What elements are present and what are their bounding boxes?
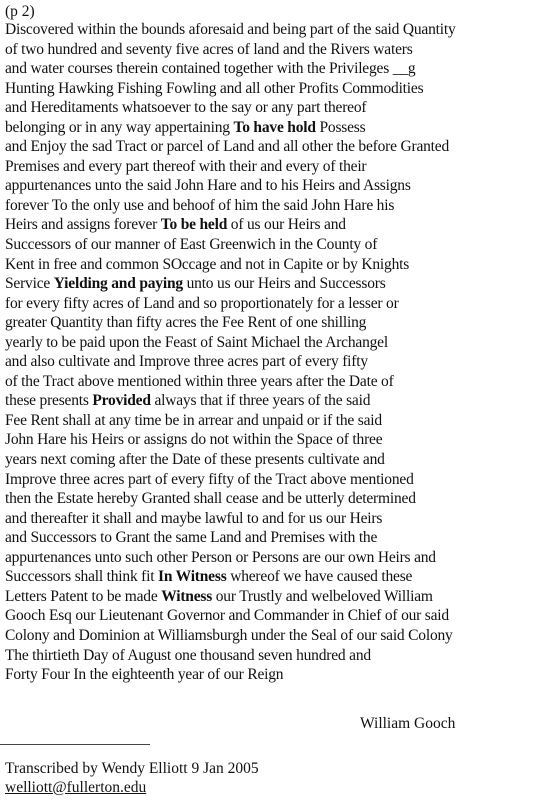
text-segment: Successors of our manner of East Greenwich in the County of [5,236,378,254]
text-line [5,528,456,548]
text-line [5,665,456,685]
text-line [5,391,456,411]
text-segment: Gooch Esq our Lieutenant Governor and Commander in Chief of our said [5,607,449,625]
text-segment: The thirtieth Day of August one thousand seven hundred and [5,646,371,664]
text-line [5,548,456,568]
text-segment: Hunting Hawking Fishing Fowling and all other Profits Commodities [5,79,424,97]
text-line [5,157,456,177]
text-line [5,59,456,79]
text-line [5,411,456,431]
text-segment: belonging or in any way appertaining [5,118,234,136]
text-segment: for every fifty acres of Land and so proportionately for a lesser or [5,294,399,312]
text-segment: appurtenances unto the said John Hare and to his Heirs and Assigns [5,177,411,195]
text-segment: yearly to be paid upon the Feast of Saint Michael the Archangel [5,333,388,351]
text-segment: these presents [5,392,93,410]
text-segment: Heirs and assigns forever [5,216,161,234]
text-line [5,352,456,372]
text-segment: Forty Four In the eighteenth year of our Reign [5,666,284,684]
text-line [5,430,456,450]
text-line [5,79,456,99]
text-segment: Fee Rent shall at any time be in arrear and unpaid or if the said [5,411,382,429]
text-segment: years next coming after the Date of these presents cultivate and [5,451,385,469]
page-number: (p 2) [5,3,35,20]
text-segment: Discovered within the bounds aforesaid and being part of the said Quantity [5,21,456,38]
text-line [5,489,456,509]
text-segment: of us our Heirs and [227,216,346,234]
text-line [5,235,456,255]
text-segment: appurtenances unto such other Person or Persons are our own Heirs and [5,548,436,566]
text-line [5,450,456,470]
text-segment: Kent in free and common SOccage and not in Capite or by Knights [5,255,410,273]
text-segment: then the Estate hereby Granted shall cease and be utterly determined [5,490,416,508]
patent-body-text [5,20,456,685]
text-segment: of two hundred and seventy five acres of land and the Rivers waters [5,40,413,58]
text-line [5,606,456,626]
text-line [5,313,456,333]
text-segment: and Successors to Grant the same Land and Premises with the [5,529,378,547]
text-segment: and thereafter it shall and maybe lawful to and for us our Heirs [5,509,383,527]
bold-phrase: Yielding and paying [53,275,183,293]
bold-phrase: To be held [160,216,228,234]
text-segment: and Enjoy the sad Tract or parcel of Land and all other the before Granted [5,138,450,156]
text-segment: John Hare his Heirs or assigns do not within the Space of three [5,431,383,449]
text-segment: Improve three acres part of every fifty of the Tract above mentioned [5,470,414,488]
text-line [5,333,456,353]
text-segment: Service [5,275,54,293]
text-line [5,294,456,314]
text-line [5,137,456,157]
text-line [5,372,456,392]
text-segment: Possess [315,118,366,136]
text-line [5,20,456,40]
text-segment: of the Tract above mentioned within three years after the Date of [5,372,394,390]
signature: William Gooch [360,715,456,732]
text-segment: Letters Patent to be made [5,587,162,605]
bold-phrase: Witness [161,587,213,605]
text-line [5,626,456,646]
bold-phrase: Provided [92,392,151,410]
text-line [5,215,456,235]
text-line [5,40,456,60]
text-line [5,509,456,529]
text-line [5,255,456,275]
bold-phrase: In Witness [158,568,227,586]
text-line [5,646,456,666]
email-link[interactable]: welliott@fullerton.edu [5,779,147,796]
text-line [5,470,456,490]
text-segment: Premises and every part thereof with their and every of their [5,157,367,175]
text-line [5,118,456,138]
text-line [5,196,456,216]
text-segment: and also cultivate and Improve three acres part of every fifty [5,353,368,371]
text-segment: forever To the only use and behoof of him the said John Hare his [5,196,395,214]
text-segment: and Hereditaments whatsoever to the say or any part thereof [5,99,367,117]
text-segment: Colony and Dominion at Williamsburgh under the Seal of our said Colony [5,626,453,644]
text-line [5,587,456,607]
bold-phrase: To have hold [233,118,316,136]
text-segment: greater Quantity than fifty acres the Fee Rent of one shilling [5,314,367,332]
text-segment: unto us our Heirs and Successors [182,275,386,293]
text-segment: whereof we have caused these [226,568,413,586]
transcriber-credit: Transcribed by Wendy Elliott 9 Jan 2005 [5,760,259,777]
text-line [5,98,456,118]
text-segment: our Trustly and welbeloved William [212,587,433,605]
text-line [5,274,456,294]
text-segment: Successors shall think fit [5,568,159,586]
text-segment: always that if three years of the said [150,392,371,410]
text-line [5,567,456,587]
footer-divider [0,744,150,745]
text-segment: and water courses therein contained together with the Privileges __g [5,60,416,78]
text-line [5,176,456,196]
